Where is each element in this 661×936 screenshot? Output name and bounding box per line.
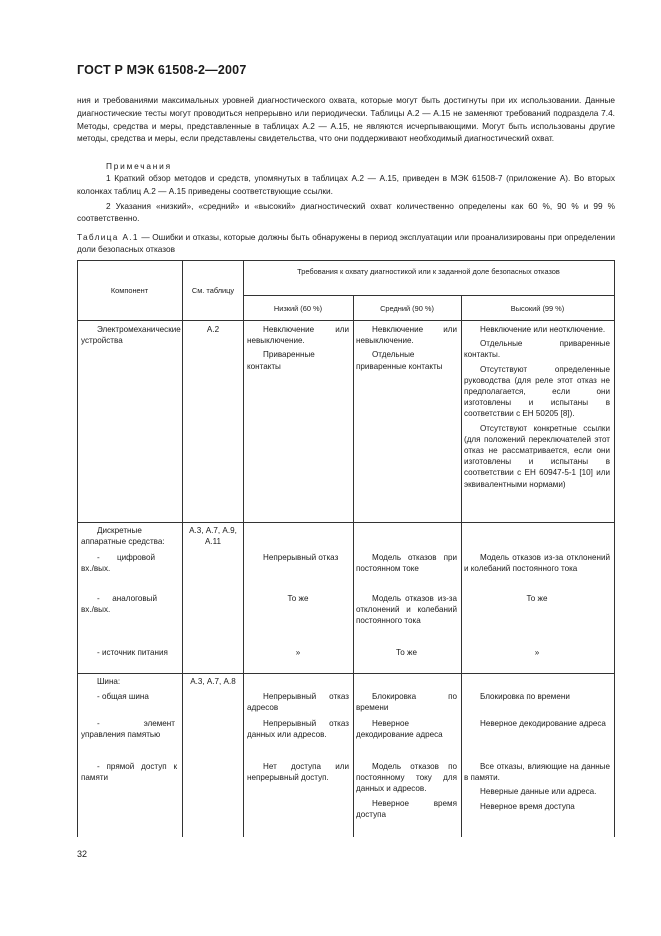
- electromech-component: Электромеханические устройства: [81, 325, 181, 346]
- electromech-medium-2: Отдельные приваренные контакты: [356, 350, 443, 371]
- bus-row-1-high: Блокировка по времени: [480, 692, 570, 701]
- col-divider-3: [353, 295, 354, 837]
- discrete-row-3-high: »: [534, 648, 540, 657]
- header-medium: Средний (90 %): [380, 304, 434, 313]
- page-number: 32: [77, 849, 88, 859]
- table-caption-text: — Ошибки и отказы, которые должны быть обнаружены в период эксплуатации или проанализированы при определении доли безопасных отказов: [77, 232, 615, 255]
- note-1: 1 Краткий обзор методов и средств, упомянутых в таблицах А.2 — А.15, приведен в МЭК 61508-7 (приложение А). Во вторых колонках таблиц А.2 — А.15 приведены соответствующие ссылки.: [77, 173, 615, 196]
- discrete-row-2-high: То же: [526, 594, 548, 603]
- note-2: 2 Указания «низкий», «средний» и «высокий» диагностический охват количественно определены как 60 %, 90 % и 99 % соответственно.: [77, 200, 615, 224]
- bus-row-2-medium: Неверное декодирование адреса: [356, 719, 443, 740]
- col-divider-4: [461, 295, 462, 837]
- table-a1: [77, 260, 614, 837]
- discrete-row-1-low: Непрерывный отказ: [263, 553, 339, 562]
- discrete-row-1-high: Модель отказов из-за отклонений и колебаний постоянного тока: [464, 553, 610, 574]
- header-requirements: Требования к охвату диагностикой или к заданной доле безопасных отказов: [297, 267, 560, 276]
- discrete-bottom-line: [77, 673, 614, 674]
- bus-component: Шина:: [97, 677, 121, 686]
- bus-row-1-low: Непрерывный отказ адресов: [247, 692, 349, 713]
- bus-see: А.3, А.7, А.8: [190, 677, 236, 686]
- electromech-low: [247, 324, 349, 375]
- electromech-high-2: Отдельные приваренные контакты.: [464, 339, 610, 360]
- table-caption: [77, 231, 615, 256]
- header-high: Высокий (99 %): [510, 304, 565, 313]
- bus-row-1-medium: Блокировка по времени: [356, 692, 457, 713]
- header-bottom-line: [77, 320, 614, 321]
- electromech-high-4: Отсутствуют конкретные ссылки (для положений переключателей этот отказ не рассматривается, если они изготовлены и испытаны в соответствии с ЕН 60947-5-1 [10] или эквивалентными нормами): [464, 423, 610, 489]
- discrete-row-1-label: - цифровой вх./вых.: [81, 553, 155, 574]
- intro-text: ния и требованиями максимальных уровней диагностического охвата, которые могут быть достигнуты при их использовании. Данные диагностические тесты могут проводиться непрерывно или периодически. Таблицы А.2 — А.15 не заменяют требований подраздела 7.4. Методы, средства и меры, представленные в таблицах А.2 — А.15, не являются исчерпывающими. Могут быть использованы другие методы, средства и меры, если представлены свидетельства, что они поддерживают необходимый диагностический охват.: [77, 95, 615, 144]
- bus-row-3-low: Нет доступа или непрерывный доступ.: [247, 762, 349, 783]
- table-right-border: [614, 260, 615, 837]
- bus-row-3-medium-1: Модель отказов по постоянному току для данных и адресов.: [356, 762, 457, 794]
- header-see-table: См. таблицу: [191, 286, 235, 295]
- header-low: Низкий (60 %): [273, 304, 323, 313]
- bus-row-2-label: - элемент управления памятью: [81, 719, 175, 740]
- bus-row-3-high-1: Все отказы, влияющие на данные в памяти.: [464, 762, 610, 783]
- discrete-row-3-medium: То же: [396, 648, 417, 657]
- header-component: Компонент: [110, 286, 149, 295]
- document-header: ГОСТ Р МЭК 61508-2—2007: [77, 63, 247, 77]
- discrete-row-2-medium: Модель отказов из-за отклонений и колебаний постоянного тока: [356, 594, 457, 626]
- discrete-row-3-label: - источник питания: [97, 648, 168, 657]
- discrete-component: Дискретные аппаратные средства:: [81, 526, 165, 547]
- discrete-row-2-low: То же: [287, 594, 309, 603]
- discrete-row-3-low: »: [295, 648, 301, 657]
- electromech-bottom-line: [77, 522, 614, 523]
- bus-row-3-high-3: Неверное время доступа: [480, 801, 575, 811]
- col-divider-2: [243, 260, 244, 837]
- notes-heading: Примечания: [106, 161, 172, 171]
- discrete-see: А.3, А.7, А.9, А.11: [189, 526, 237, 547]
- bus-row-3-high: [464, 761, 610, 815]
- notes-block: [77, 172, 615, 227]
- electromech-medium-1: Невключение или невыключение.: [356, 325, 457, 346]
- electromech-medium: [356, 324, 457, 375]
- electromech-see: А.2: [206, 325, 220, 334]
- table-caption-label: Таблица А.1: [77, 232, 139, 242]
- electromech-low-2: Приваренные контакты: [247, 350, 315, 371]
- intro-paragraph: [77, 94, 615, 145]
- table-top-border: [77, 260, 614, 261]
- electromech-high-3: Отсутствуют определенные руководства (для реле этот отказ не предполагается, если они изготовлены и испытаны в соответствии с ЕН 50205 [8]).: [464, 364, 610, 419]
- discrete-row-2-label: - аналоговый вх./вых.: [81, 594, 157, 615]
- bus-row-3-high-2: Неверные данные или адреса.: [480, 787, 597, 797]
- bus-row-2-high: Неверное декодирование адреса: [480, 719, 606, 728]
- table-left-border: [77, 260, 78, 837]
- bus-row-1-label: - общая шина: [97, 692, 149, 701]
- discrete-row-1-medium: Модель отказов при постоянном токе: [356, 553, 457, 574]
- bus-row-3-label: - прямой доступ к памяти: [81, 762, 177, 783]
- bus-row-3-medium: [356, 761, 457, 823]
- electromech-low-1: Невключение или невыключение.: [247, 325, 349, 346]
- bus-row-2-low: Непрерывный отказ данных или адресов.: [247, 719, 349, 740]
- bus-row-3-medium-2: Неверное время доступа: [356, 798, 457, 819]
- electromech-high: [464, 324, 610, 493]
- col-divider-1: [182, 260, 183, 837]
- header-inner-line: [243, 295, 614, 296]
- electromech-high-1: Невключение или неотключение.: [480, 325, 606, 334]
